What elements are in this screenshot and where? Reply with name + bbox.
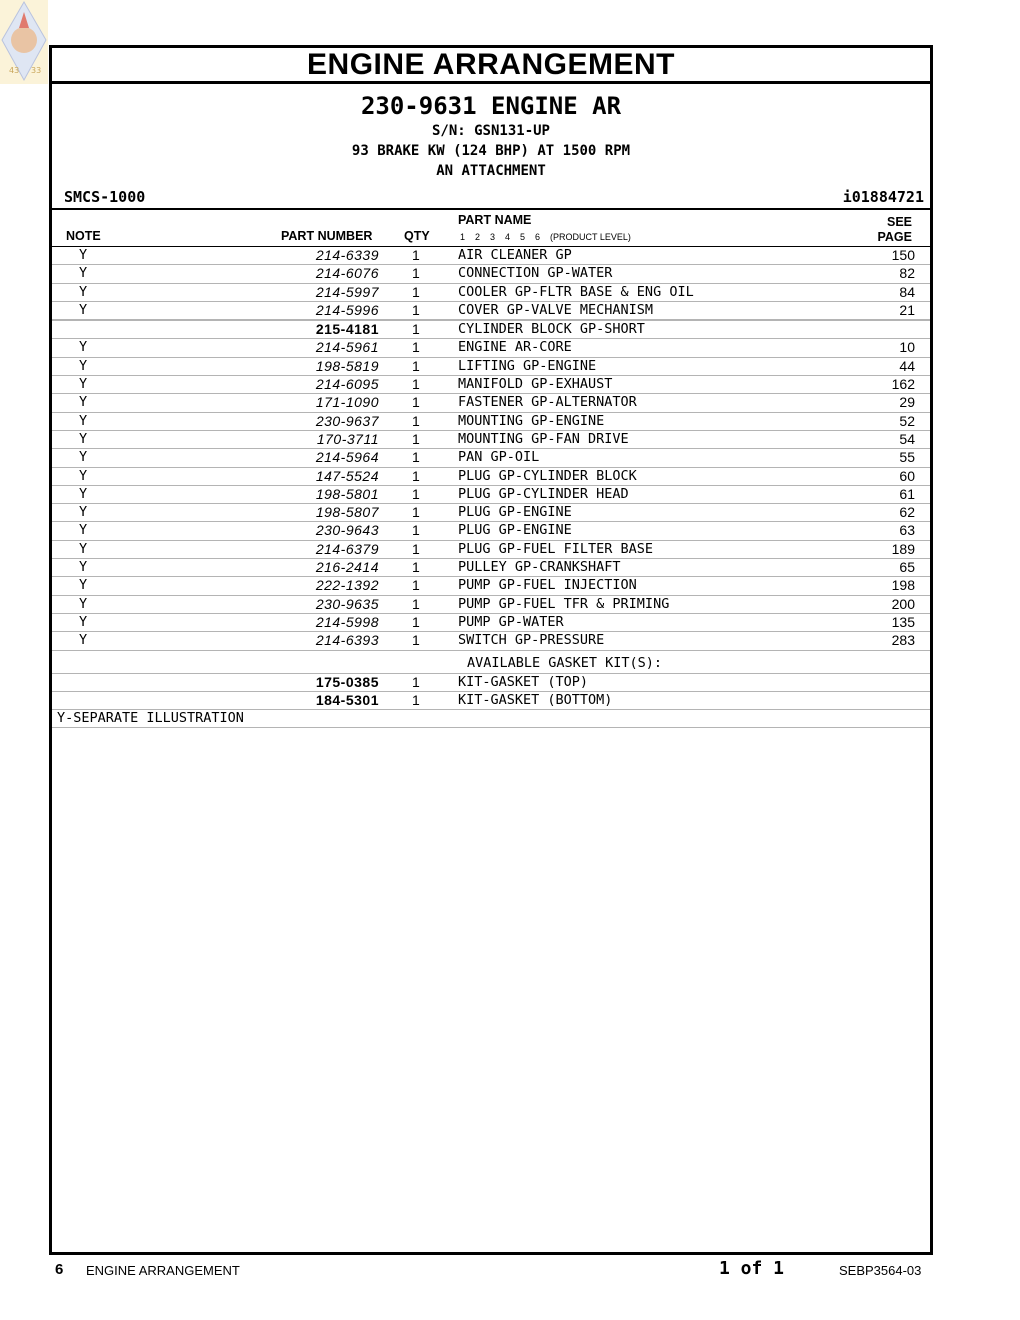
part-name-cell: SWITCH GP-PRESSURE — [458, 632, 605, 649]
table-row — [52, 284, 930, 302]
part-name-cell: PUMP GP-WATER — [458, 613, 564, 630]
qty-cell: 1 — [412, 691, 420, 708]
gasket-kit-row — [52, 692, 930, 710]
logo-number-left: 43 — [9, 66, 20, 75]
part-name-cell: CYLINDER BLOCK GP-SHORT — [458, 321, 645, 338]
table-row — [52, 302, 930, 320]
see-page-cell: 82 — [899, 265, 915, 282]
qty-cell: 1 — [412, 673, 420, 690]
power-rating: 93 BRAKE KW (124 BHP) AT 1500 RPM — [351, 143, 631, 159]
header-divider — [52, 208, 930, 210]
part-name-cell: MOUNTING GP-FAN DRIVE — [458, 430, 629, 447]
table-row — [52, 541, 930, 559]
qty-cell: 1 — [412, 321, 420, 338]
gasket-kit-heading: AVAILABLE GASKET KIT(S): — [467, 654, 663, 671]
note-cell: Y — [79, 632, 88, 649]
note-cell: Y — [79, 247, 88, 263]
part-name-cell: COOLER GP-FLTR BASE & ENG OIL — [458, 283, 694, 300]
part-name-cell: PUMP GP-FUEL TFR & PRIMING — [458, 595, 670, 612]
see-page-cell: 150 — [891, 247, 915, 263]
table-row — [52, 339, 930, 357]
table-row — [52, 394, 930, 412]
note-cell: Y — [79, 430, 88, 447]
part-number-cell: 214-6095 — [315, 376, 379, 393]
qty-cell: 1 — [412, 632, 420, 649]
part-number-cell: 214-5964 — [315, 449, 379, 466]
part-number-cell: 214-6339 — [315, 247, 379, 263]
footer-section-title: ENGINE ARRANGEMENT — [86, 1263, 240, 1278]
see-page-cell: 283 — [891, 632, 915, 649]
qty-cell: 1 — [412, 559, 420, 576]
qty-cell: 1 — [412, 247, 420, 263]
legend-text: Y-SEPARATE ILLUSTRATION — [57, 710, 244, 727]
serial-number: S/N: GSN131-UP — [431, 123, 550, 139]
see-page-cell: 29 — [899, 394, 915, 411]
note-cell: Y — [79, 394, 88, 411]
table-row — [52, 614, 930, 632]
qty-cell: 1 — [412, 357, 420, 374]
publisher-logo — [0, 0, 48, 84]
part-number-cell: 215-4181 — [315, 321, 379, 338]
part-number-cell: 230-9637 — [315, 412, 379, 429]
page-title: ENGINE ARRANGEMENT — [52, 48, 930, 84]
part-number-cell: 184-5301 — [315, 691, 379, 708]
see-page-cell: 135 — [891, 613, 915, 630]
table-row — [52, 577, 930, 595]
part-number-cell: 216-2414 — [315, 559, 379, 576]
qty-cell: 1 — [412, 339, 420, 356]
see-page-cell: 63 — [899, 522, 915, 539]
see-page-cell: 62 — [899, 504, 915, 521]
part-name-cell: CONNECTION GP-WATER — [458, 265, 613, 282]
qty-cell: 1 — [412, 301, 420, 318]
part-name-cell: FASTENER GP-ALTERNATOR — [458, 394, 637, 411]
qty-cell: 1 — [412, 394, 420, 411]
part-name-cell: PLUG GP-CYLINDER BLOCK — [458, 467, 637, 484]
part-number-cell: 171-1090 — [315, 394, 379, 411]
illustration-id: i01884721 — [842, 188, 924, 206]
table-row — [52, 320, 930, 339]
part-name-cell: PLUG GP-FUEL FILTER BASE — [458, 540, 654, 557]
part-number-cell: 214-6379 — [315, 540, 379, 557]
see-page-cell: 200 — [891, 595, 915, 612]
footer-page-count: 1 of 1 — [719, 1258, 785, 1279]
see-page-cell: 61 — [899, 485, 915, 502]
part-name-cell: AIR CLEANER GP — [458, 247, 572, 263]
part-number-cell: 214-5997 — [315, 283, 379, 300]
see-page-cell: 84 — [899, 283, 915, 300]
see-page-cell: 189 — [891, 540, 915, 557]
column-header-qty: QTY — [404, 229, 430, 243]
table-row — [52, 504, 930, 522]
part-number-cell: 214-5996 — [315, 301, 379, 318]
table-row — [52, 559, 930, 577]
note-cell: Y — [79, 577, 88, 594]
see-page-cell: 44 — [899, 357, 915, 374]
qty-cell: 1 — [412, 412, 420, 429]
part-name-cell: KIT-GASKET (TOP) — [458, 673, 589, 690]
smcs-code: SMCS-1000 — [64, 188, 146, 206]
note-cell: Y — [79, 301, 88, 318]
table-row — [52, 376, 930, 394]
see-page-cell: 54 — [899, 430, 915, 447]
part-name-cell: MANIFOLD GP-EXHAUST — [458, 376, 613, 393]
part-number-cell: 230-9643 — [315, 522, 379, 539]
see-page-cell: 198 — [891, 577, 915, 594]
table-row — [52, 358, 930, 376]
column-header-part-name: PART NAME — [458, 213, 532, 227]
qty-cell: 1 — [412, 467, 420, 484]
product-level-scale: 1 2 3 4 5 6 (PRODUCT LEVEL) — [460, 232, 631, 242]
column-header-note: NOTE — [66, 229, 101, 243]
part-name-cell: PLUG GP-CYLINDER HEAD — [458, 485, 629, 502]
part-number-cell: 170-3711 — [316, 430, 379, 447]
see-page-cell: 10 — [899, 339, 915, 356]
qty-cell: 1 — [412, 430, 420, 447]
page-footer — [0, 1258, 1020, 1282]
qty-cell: 1 — [412, 577, 420, 594]
part-name-cell: PAN GP-OIL — [458, 449, 540, 466]
see-page-cell: 21 — [899, 301, 915, 318]
note-cell: Y — [79, 449, 88, 466]
part-name-cell: PLUG GP-ENGINE — [458, 504, 572, 521]
qty-cell: 1 — [412, 283, 420, 300]
part-number-cell: 214-5961 — [315, 339, 379, 356]
table-row — [52, 265, 930, 283]
table-row — [52, 449, 930, 467]
part-number-cell: 222-1392 — [315, 577, 379, 594]
part-number-cell: 147-5524 — [315, 467, 379, 484]
note-cell: Y — [79, 485, 88, 502]
note-cell: Y — [79, 283, 88, 300]
table-row — [52, 431, 930, 449]
table-row — [52, 596, 930, 614]
note-cell: Y — [79, 467, 88, 484]
gasket-kit-heading-row — [52, 651, 930, 674]
qty-cell: 1 — [412, 522, 420, 539]
part-number-cell: 214-6076 — [315, 265, 379, 282]
model-heading: 230-9631 ENGINE AR — [360, 92, 622, 120]
part-name-cell: PULLEY GP-CRANKSHAFT — [458, 559, 621, 576]
part-number-cell: 214-6393 — [315, 632, 379, 649]
see-page-cell: 162 — [891, 376, 915, 393]
column-header-see-page — [878, 215, 913, 245]
note-cell: Y — [79, 559, 88, 576]
part-number-cell: 175-0385 — [315, 673, 379, 690]
part-name-cell: PUMP GP-FUEL INJECTION — [458, 577, 637, 594]
attachment-note: AN ATTACHMENT — [436, 163, 546, 179]
footer-page-number: 6 — [55, 1261, 64, 1278]
table-row — [52, 413, 930, 431]
note-cell: Y — [79, 540, 88, 557]
see-page-cell: 52 — [899, 412, 915, 429]
note-cell: Y — [79, 504, 88, 521]
parts-table — [52, 246, 930, 728]
qty-cell: 1 — [412, 540, 420, 557]
part-name-cell: KIT-GASKET (BOTTOM) — [458, 691, 613, 708]
note-cell: Y — [79, 265, 88, 282]
see-label: SEE — [886, 215, 912, 229]
see-page-cell: 60 — [899, 467, 915, 484]
table-row — [52, 468, 930, 486]
page-label: PAGE — [877, 230, 912, 244]
part-name-cell: ENGINE AR-CORE — [458, 339, 572, 356]
part-name-cell: COVER GP-VALVE MECHANISM — [458, 301, 654, 318]
part-number-cell: 198-5801 — [315, 485, 379, 502]
note-cell: Y — [79, 613, 88, 630]
footer-document-id: SEBP3564-03 — [839, 1263, 922, 1278]
qty-cell: 1 — [412, 504, 420, 521]
part-number-cell: 198-5819 — [315, 357, 379, 374]
part-name-cell: PLUG GP-ENGINE — [458, 522, 572, 539]
logo-number-right: 33 — [31, 66, 42, 75]
table-row — [52, 632, 930, 650]
table-row — [52, 522, 930, 540]
part-name-cell: MOUNTING GP-ENGINE — [458, 412, 605, 429]
document-frame — [49, 45, 933, 1255]
qty-cell: 1 — [412, 613, 420, 630]
gasket-kit-row — [52, 674, 930, 692]
legend-row — [52, 710, 930, 728]
part-number-cell: 230-9635 — [315, 595, 379, 612]
part-number-cell: 198-5807 — [315, 504, 379, 521]
table-row — [52, 246, 930, 265]
see-page-cell: 65 — [899, 559, 915, 576]
see-page-cell: 55 — [899, 449, 915, 466]
qty-cell: 1 — [412, 485, 420, 502]
note-cell: Y — [79, 522, 88, 539]
qty-cell: 1 — [412, 449, 420, 466]
note-cell: Y — [79, 412, 88, 429]
table-row — [52, 486, 930, 504]
part-number-cell: 214-5998 — [315, 613, 379, 630]
note-cell: Y — [79, 357, 88, 374]
part-name-cell: LIFTING GP-ENGINE — [458, 357, 597, 374]
note-cell: Y — [79, 339, 88, 356]
qty-cell: 1 — [412, 595, 420, 612]
qty-cell: 1 — [412, 265, 420, 282]
note-cell: Y — [79, 376, 88, 393]
column-header-part-number: PART NUMBER — [281, 229, 373, 243]
note-cell: Y — [79, 595, 88, 612]
qty-cell: 1 — [412, 376, 420, 393]
